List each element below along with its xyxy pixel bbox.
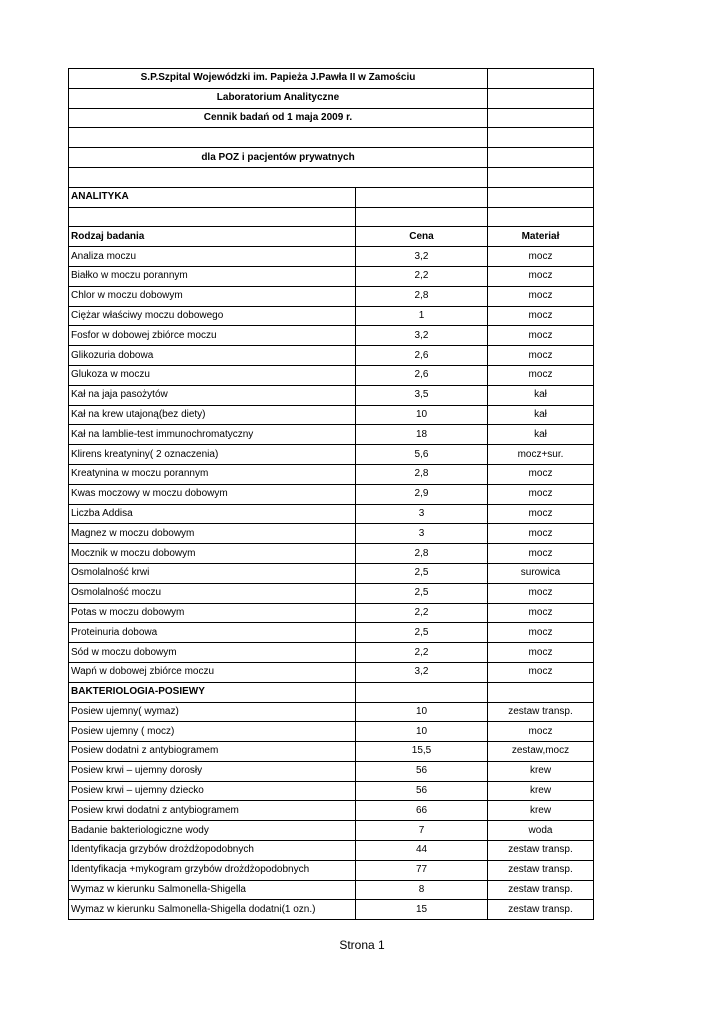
test-material: mocz [488,286,594,306]
col-header-name: Rodzaj badania [69,227,356,247]
table-row [69,702,594,722]
table-row [69,425,594,445]
test-material: krew [488,761,594,781]
section-bakteriologia: BAKTERIOLOGIA-POSIEWY [69,682,356,702]
empty-cell [488,108,594,128]
test-material: zestaw transp. [488,900,594,920]
test-price: 66 [356,801,488,821]
table-row [69,900,594,920]
test-name: Kał na krew utajoną(bez diety) [69,405,356,425]
test-material: mocz [488,365,594,385]
test-material: surowica [488,563,594,583]
test-material: zestaw transp. [488,880,594,900]
spacer-row [69,167,594,187]
empty-cell [488,88,594,108]
table-row [69,326,594,346]
header-row [69,69,594,89]
test-material: zestaw transp. [488,860,594,880]
price-list-date: Cennik badań od 1 maja 2009 r. [69,108,488,128]
table-row [69,801,594,821]
test-material: mocz [488,326,594,346]
table-row [69,761,594,781]
table-row [69,662,594,682]
table-row [69,623,594,643]
test-material: zestaw transp. [488,702,594,722]
test-price: 2,2 [356,603,488,623]
test-price: 7 [356,821,488,841]
test-name: Kał na jaja pasożytów [69,385,356,405]
test-price: 56 [356,781,488,801]
table-row [69,563,594,583]
test-price: 3 [356,524,488,544]
test-material: mocz [488,524,594,544]
table-row [69,603,594,623]
page-title: dla POZ i pacjentów prywatnych [69,148,488,168]
spacer-row [69,128,594,148]
test-name: Posiew ujemny ( mocz) [69,722,356,742]
test-price: 2,5 [356,583,488,603]
table-row [69,821,594,841]
page-number: Strona 1 [339,938,385,952]
test-name: Chlor w moczu dobowym [69,286,356,306]
title-row [69,148,594,168]
test-price: 2,5 [356,563,488,583]
test-price: 77 [356,860,488,880]
test-price: 2,2 [356,266,488,286]
test-price: 10 [356,405,488,425]
test-material: kał [488,405,594,425]
test-name: Posiew krwi – ujemny dorosły [69,761,356,781]
test-price: 3,2 [356,662,488,682]
test-price: 15 [356,900,488,920]
test-name: Wymaz w kierunku Salmonella-Shigella [69,880,356,900]
test-name: Kreatynina w moczu porannym [69,464,356,484]
table-row [69,306,594,326]
test-price: 5,6 [356,445,488,465]
column-header-row [69,227,594,247]
price-list-table [68,68,594,920]
table-row [69,742,594,762]
test-price: 2,8 [356,464,488,484]
empty-cell [488,69,594,89]
test-name: Ciężar właściwy moczu dobowego [69,306,356,326]
test-name: Identyfikacja grzybów drożdżopodobnych [69,841,356,861]
section-analityka: ANALITYKA [69,187,356,207]
table-row [69,643,594,663]
test-price: 2,2 [356,643,488,663]
empty-cell [488,148,594,168]
test-material: mocz+sur. [488,445,594,465]
test-name: Klirens kreatyniny( 2 oznaczenia) [69,445,356,465]
test-name: Posiew krwi – ujemny dziecko [69,781,356,801]
test-name: Osmolalność krwi [69,563,356,583]
test-material: mocz [488,603,594,623]
test-name: Liczba Addisa [69,504,356,524]
test-price: 2,6 [356,365,488,385]
test-material: mocz [488,484,594,504]
test-material: zestaw transp. [488,841,594,861]
table-row [69,544,594,564]
header-row [69,108,594,128]
test-material: mocz [488,306,594,326]
test-material: mocz [488,544,594,564]
test-material: mocz [488,662,594,682]
test-name: Sód w moczu dobowym [69,643,356,663]
test-price: 2,9 [356,484,488,504]
test-name: Mocznik w moczu dobowym [69,544,356,564]
test-material: zestaw,mocz [488,742,594,762]
table-row [69,484,594,504]
col-header-price: Cena [356,227,488,247]
table-row [69,266,594,286]
test-price: 10 [356,702,488,722]
table-row [69,583,594,603]
test-name: Posiew dodatni z antybiogramem [69,742,356,762]
test-price: 56 [356,761,488,781]
test-price: 2,6 [356,346,488,366]
lab-name: Laboratorium Analityczne [69,88,488,108]
table-row [69,464,594,484]
test-name: Wapń w dobowej zbiórce moczu [69,662,356,682]
test-price: 2,5 [356,623,488,643]
table-row [69,781,594,801]
table-row [69,405,594,425]
table-row [69,346,594,366]
test-material: mocz [488,504,594,524]
header-row [69,88,594,108]
test-name: Fosfor w dobowej zbiórce moczu [69,326,356,346]
test-name: Kwas moczowy w moczu dobowym [69,484,356,504]
table-row [69,445,594,465]
test-name: Białko w moczu porannym [69,266,356,286]
table-row [69,722,594,742]
test-price: 3,2 [356,247,488,267]
test-price: 3,5 [356,385,488,405]
section-row [69,187,594,207]
test-price: 10 [356,722,488,742]
table-row [69,286,594,306]
test-material: mocz [488,643,594,663]
test-name: Identyfikacja +mykogram grzybów drożdżopodobnych [69,860,356,880]
test-name: Proteinuria dobowa [69,623,356,643]
hospital-name: S.P.Szpital Wojewódzki im. Papieża J.Pawła II w Zamościu [69,69,488,89]
test-name: Wymaz w kierunku Salmonella-Shigella dodatni(1 ozn.) [69,900,356,920]
test-material: mocz [488,623,594,643]
test-price: 2,8 [356,286,488,306]
test-material: mocz [488,464,594,484]
table-row [69,841,594,861]
test-price: 3 [356,504,488,524]
test-name: Osmolalność moczu [69,583,356,603]
test-name: Badanie bakteriologiczne wody [69,821,356,841]
test-material: krew [488,781,594,801]
test-material: mocz [488,722,594,742]
test-name: Kał na lamblie-test immunochromatyczny [69,425,356,445]
table-row [69,860,594,880]
test-price: 2,8 [356,544,488,564]
test-price: 18 [356,425,488,445]
test-name: Posiew krwi dodatni z antybiogramem [69,801,356,821]
test-material: mocz [488,346,594,366]
test-price: 15,5 [356,742,488,762]
test-material: kał [488,425,594,445]
col-header-material: Materiał [488,227,594,247]
table-row [69,880,594,900]
test-price: 44 [356,841,488,861]
test-name: Glukoza w moczu [69,365,356,385]
table-row [69,385,594,405]
table-row [69,247,594,267]
test-name: Posiew ujemny( wymaz) [69,702,356,722]
table-row [69,524,594,544]
test-price: 1 [356,306,488,326]
test-material: mocz [488,247,594,267]
test-material: krew [488,801,594,821]
test-name: Analiza moczu [69,247,356,267]
test-material: mocz [488,266,594,286]
table-row [69,504,594,524]
test-material: woda [488,821,594,841]
test-material: mocz [488,583,594,603]
test-material: kał [488,385,594,405]
spacer-row [69,207,594,227]
test-name: Glikozuria dobowa [69,346,356,366]
test-price: 8 [356,880,488,900]
section-row [69,682,594,702]
test-name: Magnez w moczu dobowym [69,524,356,544]
table-row [69,365,594,385]
test-price: 3,2 [356,326,488,346]
test-name: Potas w moczu dobowym [69,603,356,623]
